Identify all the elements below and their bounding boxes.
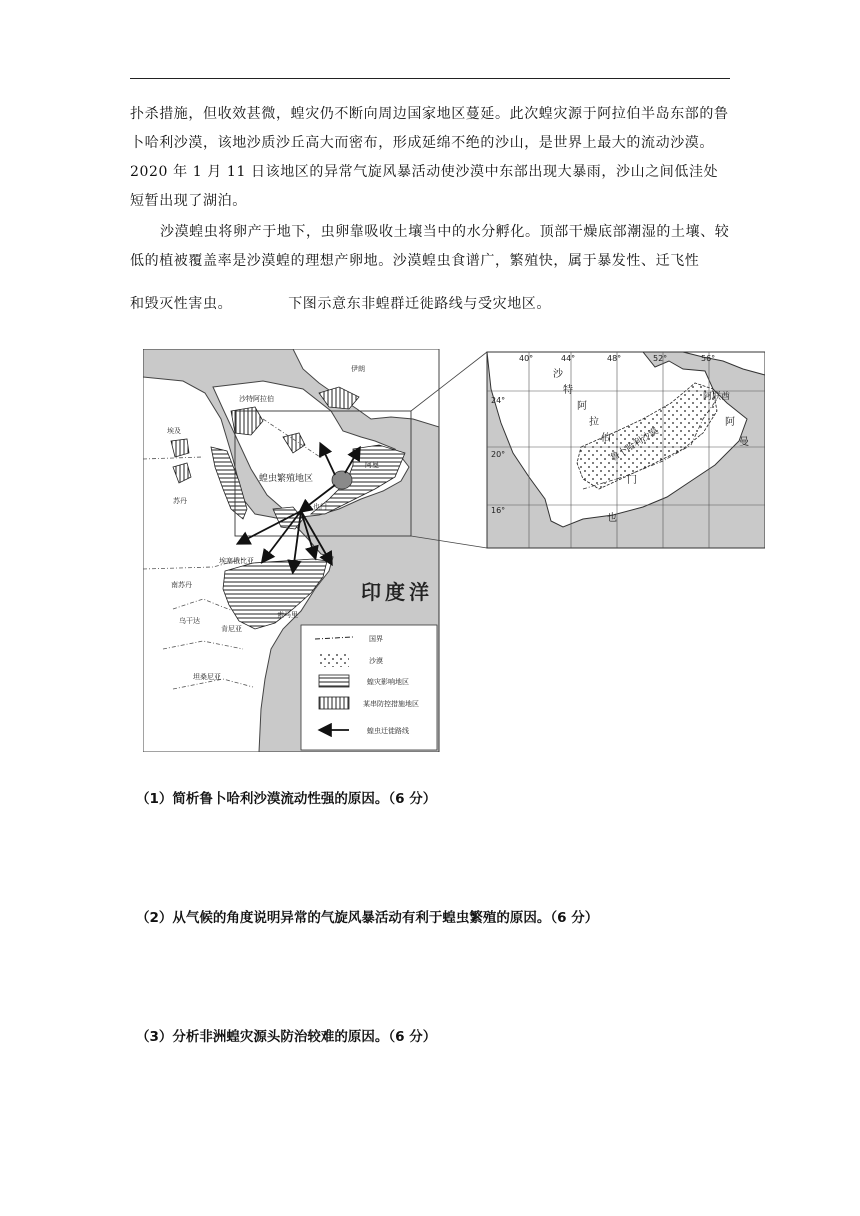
label-right-yemen-2: 也: [607, 513, 617, 524]
label-tanzania: 坦桑尼亚: [193, 673, 221, 681]
label-kenya: 肯尼亚: [221, 625, 242, 633]
label-oman: 阿曼: [365, 461, 379, 469]
legend-desert-label: 沙漠: [369, 657, 383, 665]
legend-affected-symbol: [319, 675, 349, 687]
label-right-yemen-1: 门: [627, 475, 637, 486]
paragraph-intro: 扑杀措施，但收效甚微，蝗灾仍不断向周边国家地区蔓延。此次蝗灾源于阿拉伯半岛东部的鲁卜哈利沙漠，该地沙质沙丘高大而密布，形成延绵不绝的沙山，是世界上最大的流动沙漠。2020 年 1 月 11 日该地区的异常气旋风暴活动使沙漠中东部出现大暴雨，沙山之间低洼处短暂出现了湖泊。: [130, 106, 729, 209]
legend-control-label: 某串防控措施地区: [363, 700, 419, 708]
label-indian-ocean: 印度洋: [361, 580, 433, 604]
locust-map-figure: [143, 349, 765, 752]
legend-route-label: 蝗虫迁徙路线: [367, 727, 409, 735]
paragraph-pest-type: 和毁灭性害虫。: [130, 296, 233, 312]
label-right-uae: 阿联酋: [703, 392, 731, 402]
label-right-oman-2: 曼: [739, 437, 749, 448]
legend-control-symbol: [319, 697, 349, 709]
right-map: [487, 352, 765, 548]
lat-tick-16: 16°: [491, 506, 506, 515]
label-yemen: 也门: [313, 503, 327, 511]
label-right-saudi-3: 阿: [577, 401, 587, 412]
label-saudi: 沙特阿拉伯: [239, 395, 274, 403]
label-egypt: 埃及: [167, 427, 181, 435]
legend-desert-symbol: [319, 653, 349, 667]
legend-border-label: 国界: [369, 635, 383, 643]
label-right-saudi-2: 特: [563, 385, 573, 396]
header-rule: [130, 78, 730, 79]
figure-caption: 下图示意东非蝗群迁徙路线与受灾地区。: [288, 296, 552, 312]
lat-tick-20: 20°: [491, 450, 506, 459]
paragraph-locust: 沙漠蝗虫将卵产于地下，虫卵靠吸收土壤当中的水分孵化。顶部干燥底部潮湿的土壤、较低的植被覆盖率是沙漠蝗的理想产卵地。沙漠蝗虫食谱广，繁殖快，属于暴发性、迁飞性: [130, 224, 730, 269]
question-1: （1）简析鲁卜哈利沙漠流动性强的原因。（6 分）: [136, 791, 437, 807]
lon-tick-52: 52°: [653, 354, 668, 363]
label-south-sudan: 南苏丹: [171, 581, 192, 589]
lat-tick-24: 24°: [491, 396, 506, 405]
lon-tick-56: 56°: [701, 354, 716, 363]
label-breeding: 蝗虫繁殖地区: [259, 474, 314, 484]
label-sudan: 苏丹: [173, 497, 187, 505]
legend-affected-label: 蝗灾影响地区: [367, 678, 409, 686]
lon-tick-48: 48°: [607, 354, 622, 363]
label-right-saudi-4: 拉: [589, 417, 599, 428]
map-legend: [301, 625, 437, 750]
question-2: （2）从气候的角度说明异常的气旋风暴活动有利于蝗虫繁殖的原因。（6 分）: [136, 910, 599, 926]
paragraph-figure-intro: [130, 290, 730, 319]
label-somalia: 索马里: [277, 611, 298, 619]
label-right-oman-1: 阿: [725, 417, 735, 428]
label-right-saudi-1: 沙: [553, 369, 563, 380]
label-rub-al-khali: 鲁卜哈利沙漠: [609, 426, 661, 464]
label-iran: 伊朗: [351, 365, 365, 373]
lon-tick-40: 40°: [519, 354, 534, 363]
label-right-saudi-5: 伯: [601, 433, 611, 444]
question-3: （3）分析非洲蝗灾源头防治较难的原因。（6 分）: [136, 1029, 437, 1045]
left-map: [143, 349, 439, 752]
label-uganda: 乌干达: [179, 617, 200, 625]
label-ethiopia: 埃塞俄比亚: [219, 557, 254, 565]
lon-tick-44: 44°: [561, 354, 576, 363]
